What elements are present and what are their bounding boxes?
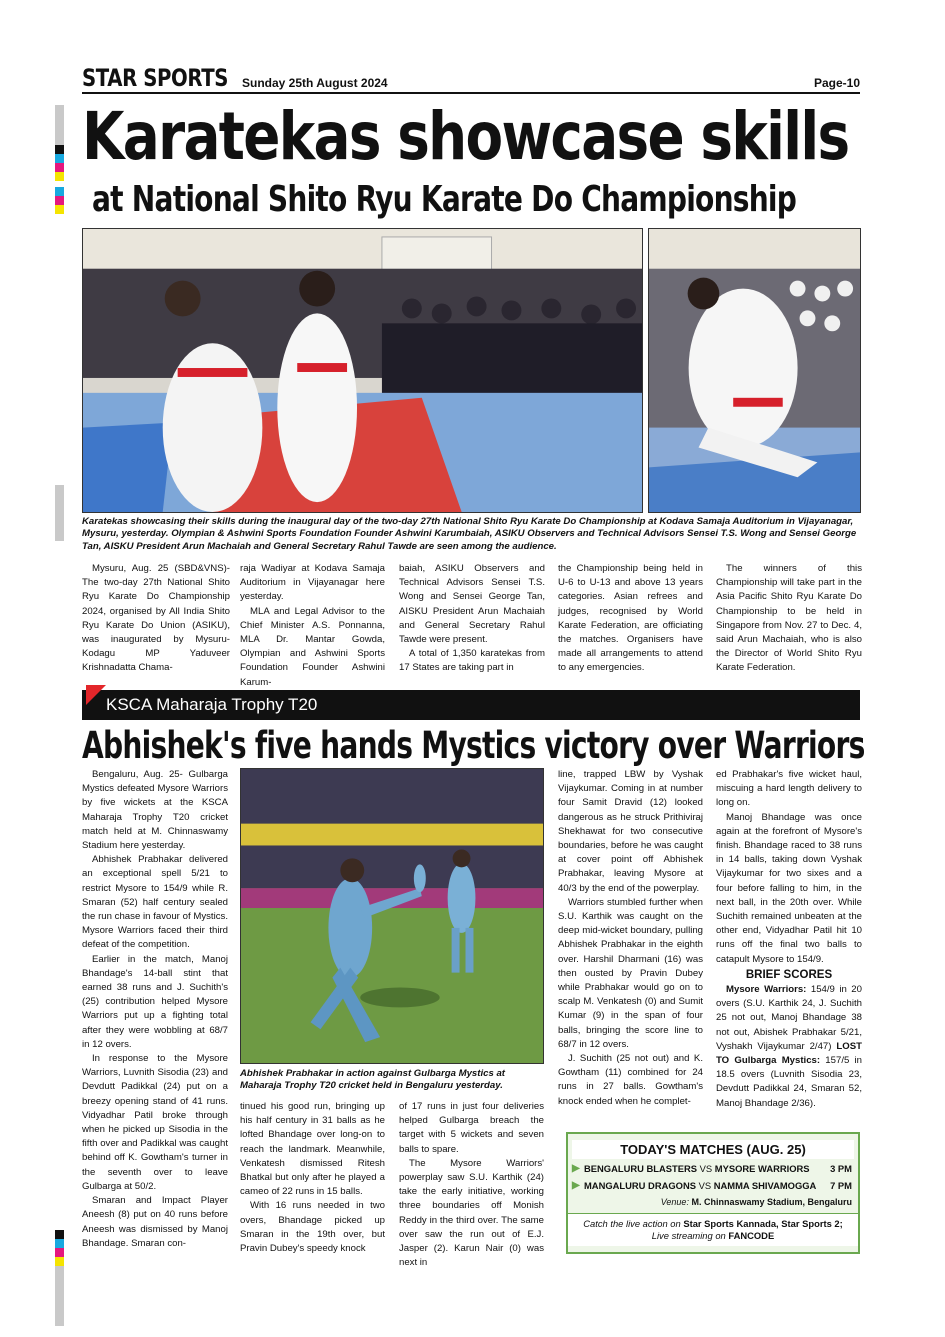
story2-column-4 — [558, 768, 703, 1109]
story2-paragraph: ed Prabhakar's five wicket haul, miscuing a hard length delivery to long on. — [716, 769, 862, 809]
play-arrow-icon: ▶ — [572, 1180, 580, 1191]
story2-paragraph: With 16 runs needed in two overs, Bhandage picked up Smaran in the 19th over, but Pravin Dubey's speedy knock — [240, 1200, 385, 1255]
brief-team-2: LOST TO Gulbarga Mystics: — [716, 1040, 862, 1067]
story1-column-5 — [716, 562, 862, 676]
broadcast-channels: Star Sports Kannada, Star Sports 2; — [683, 1218, 843, 1229]
brief-score-2: 157/5 in 18.5 overs (Luvnith Sisodia 23, Devdutt Padikkal 24, Smaran 52, Manoj Bhandage 2/36). — [716, 1055, 863, 1109]
story2-column-3 — [399, 1100, 544, 1270]
match-team: BENGALURU BLASTERS — [584, 1163, 698, 1174]
story2-paragraph: Bengaluru, Aug. 25- Gulbarga Mystics defeated Mysore Warriors by five wickets at the KSCA Maharaja Trophy T20 cricket match held at M. Chinnaswamy Stadium here yesterday. — [82, 769, 228, 852]
story1-column-1 — [82, 562, 230, 676]
story2-paragraph: Earlier in the match, Manoj Bhandage's 14-ball stint that earned 38 runs and J. Suchith's (25) contribution helped Mysore Warriors put up a fighting total after they were wobbling at 68/7 in 12 overs. — [82, 953, 228, 1050]
section-label: KSCA Maharaja Trophy T20 — [106, 695, 318, 714]
section-marker-icon — [86, 685, 106, 705]
story2-paragraph: of 17 runs in just four deliveries helped Gulbarga breach the target with 5 wickets and seven balls to spare. — [399, 1101, 544, 1155]
registration-mark-bottom — [55, 1230, 64, 1326]
story1-paragraph: MLA and Legal Advisor to the Chief Minister A.S. Ponnanna, MLA Dr. Mantar Gowda, Olympian and Ashwini Sports Foundation Founder Ashwini Karum- — [240, 605, 385, 688]
story2-paragraph: The Mysore Warriors' powerplay saw S.U. Karthik (24) take the early initiative, working three boundaries off Monish Reddy in the third over. The same over saw the run out of E.J. Jasper (2). Karun Nair (0) was next in — [399, 1157, 544, 1269]
story1-column-4 — [558, 562, 703, 676]
story2-column-1 — [82, 768, 228, 1251]
stream-platform: FANCODE — [728, 1230, 775, 1241]
karate-photo-caption: Karatekas showcasing their skills during the inaugural day of the two-day 27th National Shito Ryu Karate Do Championship at Kodava Samaja Auditorium in Vijayanagar, Mysuru, yesterday. Olympian & Ashwini Sports Foundation Founder Ashwini Karumbaiah, ASIKU Observers and Technical Advisors Sensei T.S. Wong and Sensei George Tan, AISKU President Arun Machaiah and General Secretary Rahul Tawde are seen among the audience. — [82, 516, 857, 552]
story1-paragraph: baiah, ASIKU Observers and Technical Advisors Sensei T.S. Wong and Sensei George Tan, AISKU President Arun Machaiah and General Secretary Rahul Tawde were present. — [399, 563, 545, 646]
match-team: MANGALURU DRAGONS — [584, 1180, 696, 1191]
broadcast-prefix: Catch the live action on — [583, 1218, 681, 1229]
brand-title: STAR SPORTS — [82, 64, 228, 92]
story2-paragraph: Manoj Bhandage was once again at the forefront of Mysore's finish. Bhandage raced to 38 runs in 14 balls, taking down Vyshak Vijaykumar for two sixes and a four before falling to him, in the next ball, in the 20th over. While Suchith remained unbeaten at the other end, Vidyadhar Patil hit 10 runs off the final two balls to catapult Mysore to 154/9. — [716, 811, 862, 965]
story2-paragraph: Abhishek Prabhakar delivered an exceptional spell 5/21 to restrict Mysore to 154/9 while R. Smaran (52) half century sealed the run chase in favour of Mystics. Mysore Warriors faced their third defeat of the competition. — [82, 854, 228, 951]
story2-paragraph: tinued his good run, bringing up his half century in 31 balls as he lofted Bhandage over long-on to reach the landmark. Meanwhile, Venkatesh dismissed Ritesh Bhatkal but only after he played a cameo of 22 runs in 15 balls. — [240, 1101, 385, 1198]
match-vs: VS — [698, 1180, 712, 1191]
match-time: 7 PM — [830, 1180, 852, 1191]
story1-paragraph: the Championship being held in U-6 to U-13 and above 13 years categories. Asian refrees and judges, recognised by World Karate Federation, are officiating the matches. Organisers have made all arrangements to attend to any emergencies. — [558, 563, 703, 674]
karate-photo-main — [82, 228, 643, 513]
story1-paragraph: The winners of this Championship will take part in the Asia Pacific Shito Ryu Karate Do Championship to be held in Singapore from Nov. 27 to Dec. 4, said Arun Machaiah, who is also the Director of World Shito Ryu Karate Federation. — [716, 563, 862, 674]
cricket-photo — [240, 768, 544, 1064]
issue-date: Sunday 25th August 2024 — [242, 76, 388, 90]
story2-paragraph: Warriors stumbled further when S.U. Karthik was caught on the deep mid-wicket boundary, pulling Abhishek Prabhakar in the eighth over. Harshil Dharmani (16) was then ousted by Pravin Dubey while Prabhakar would go on to scalp M. Venkatesh (0) and Sumit Kumar (9) in the span of four balls, bringing the score line to 68/7 in 12 overs. — [558, 896, 703, 1050]
story1-column-2 — [240, 562, 385, 690]
masthead — [82, 64, 860, 94]
story1-headline: Karatekas showcase skills — [82, 98, 849, 175]
story2-paragraph: line, trapped LBW by Vyshak Vijaykumar. Coming in at number four Samit Dravid (12) looked dangerous as he struck Prithiviraj Shekhawat for two consecutive boundaries, before he was caught at cover point off Abhishek Prabhakar, leaving Mysore at 40/3 by the end of the powerplay. — [558, 769, 703, 894]
karate-photo-kick — [648, 228, 861, 513]
brief-team-1: Mysore Warriors: — [726, 984, 807, 996]
story1-column-3 — [399, 562, 545, 676]
play-arrow-icon: ▶ — [572, 1163, 580, 1174]
brief-scores — [716, 983, 862, 1111]
registration-mark-middle — [55, 485, 64, 541]
match-venue — [568, 1197, 858, 1207]
story1-paragraph: A total of 1,350 karatekas from 17 States are taking part in — [399, 648, 545, 674]
story1-paragraph: Mysuru, Aug. 25 (SBD&VNS)- The two-day 27th National Shito Ryu Karate Do Championship 2024, organised by All India Shito Ryu Karate Do Union (ASIKU), was inaugurated by Mysuru-Kodagu MP Yaduveer Krishnadatta Chama- — [82, 563, 230, 674]
page-number: Page-10 — [813, 76, 860, 90]
story2-column-5 — [716, 768, 862, 1111]
story2-column-2 — [240, 1100, 385, 1256]
story2-paragraph: J. Suchith (25 not out) and K. Gowtham (11) combined for 24 runs in 27 balls. Gowtham's knock ended when he complet- — [558, 1053, 703, 1107]
todays-matches-title: TODAY'S MATCHES (AUG. 25) — [572, 1140, 854, 1159]
match-team: MYSORE WARRIORS — [714, 1163, 810, 1174]
match-time: 3 PM — [830, 1163, 852, 1174]
story1-paragraph: raja Wadiyar at Kodava Samaja Auditorium in Vijayanagar here yesterday. — [240, 563, 385, 603]
venue-name: M. Chinnaswamy Stadium, Bengaluru — [691, 1197, 852, 1207]
broadcast-info — [568, 1213, 858, 1246]
story2-paragraph: Smaran and Impact Player Aneesh (8) put on 40 runs before Aneesh was dismissed by Manoj Bhandage. Smaran con- — [82, 1195, 228, 1249]
brief-scores-title: BRIEF SCORES — [745, 968, 833, 981]
story2-headline: Abhishek's five hands Mystics victory over Warriors — [82, 724, 865, 767]
story2-paragraph: In response to the Mysore Warriors, Luvnith Sisodia (23) and Devdutt Padikkal (24) put on a breezy opening stand of 41 runs. Vidyadhar Patil broke through when he picked up Sisodia in the fifth over and Padikkal was caught behind off K. Gowtham's turner in the seventh over to leave Gulbarga at 50/2. — [82, 1053, 228, 1192]
brief-score-1: 154/9 in 20 overs (S.U. Karthik 24, J. Suchith 25 not out, Manoj Bhandage 38 not out, Abishek Prabhakar 5/21, Vyshakh Vijaykumar 2/47) — [716, 984, 862, 1052]
match-vs: VS — [699, 1163, 713, 1174]
match-team: NAMMA SHIVAMOGGA — [713, 1180, 817, 1191]
match-row — [568, 1163, 858, 1180]
todays-matches-box — [566, 1132, 860, 1254]
match-row — [568, 1180, 858, 1197]
stream-prefix: Live streaming on — [651, 1230, 726, 1241]
cricket-photo-caption: Abhishek Prabhakar in action against Gulbarga Mystics at Maharaja Trophy T20 cricket held in Bengaluru yesterday. — [240, 1068, 505, 1092]
registration-mark-top — [55, 105, 64, 214]
venue-label: Venue: — [660, 1197, 689, 1207]
story1-subhead: at National Shito Ryu Karate Do Championship — [92, 179, 797, 220]
section-bar — [82, 690, 860, 720]
